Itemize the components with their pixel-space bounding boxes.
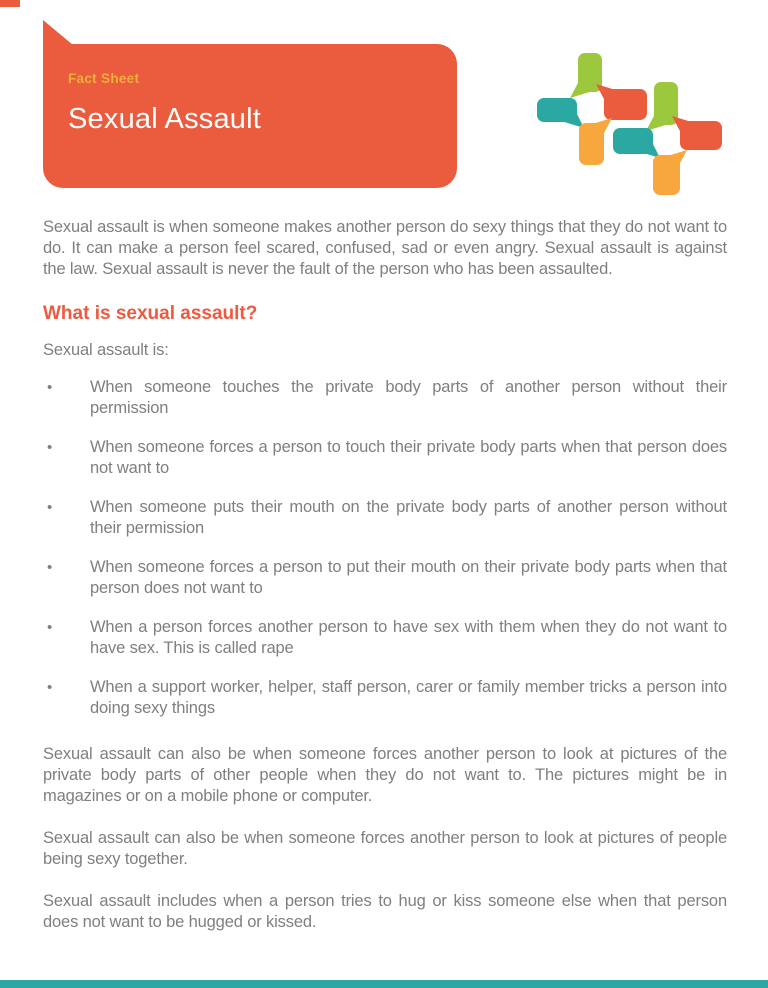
list-intro: Sexual assault is: xyxy=(43,341,169,359)
list-item xyxy=(43,497,727,539)
list-item xyxy=(43,677,727,719)
list-item-text: When a person forces another person to have sex with them when they do not want to have sex. This is called rape xyxy=(90,618,727,657)
page-corner-mark xyxy=(0,0,20,7)
logo-bubble-yellow-1 xyxy=(579,118,612,165)
document-body xyxy=(43,217,727,954)
list-item-text: When a support worker, helper, staff person, carer or family member tricks a person into doing sexy things xyxy=(90,678,727,717)
bullet-icon: • xyxy=(47,439,53,456)
bullet-icon: • xyxy=(47,679,53,696)
list-item xyxy=(43,437,727,479)
list-item-text: When someone forces a person to put their mouth on their private body parts when that person does not want to xyxy=(90,558,727,597)
speech-bubbles-logo xyxy=(528,48,728,198)
bullet-icon: • xyxy=(47,379,53,396)
page-title: Sexual Assault xyxy=(68,103,262,135)
body-paragraph: Sexual assault can also be when someone forces another person to look at pictures of people being sexy together. xyxy=(43,829,727,868)
bullet-icon: • xyxy=(47,619,53,636)
body-paragraph: Sexual assault includes when a person tries to hug or kiss someone else when that person does not want to be hugged or kissed. xyxy=(43,892,727,931)
section-heading: What is sexual assault? xyxy=(43,303,258,324)
intro-paragraph: Sexual assault is when someone makes another person do sexy things that they do not want to do. It can make a person feel scared, confused, sad or even angry. Sexual assault is against the law. Sexual assault is never the fault of the person who has been assaulted. xyxy=(43,218,727,278)
logo-bubble-teal-1 xyxy=(537,98,584,128)
logo-bubble-red-1 xyxy=(596,84,647,120)
logo-bubble-green-1 xyxy=(570,53,602,98)
logo-bubble-yellow-2 xyxy=(653,150,687,195)
list-item-text: When someone touches the private body parts of another person without their permission xyxy=(90,378,727,417)
list-item-text: When someone forces a person to touch their private body parts when that person does not want to xyxy=(90,438,727,477)
list-item xyxy=(43,377,727,419)
fact-bullet-list xyxy=(43,377,727,719)
list-item xyxy=(43,557,727,599)
header-speech-bubble xyxy=(43,44,457,188)
logo-bubble-teal-2 xyxy=(613,128,660,158)
fact-sheet-eyebrow: Fact Sheet xyxy=(68,71,140,86)
logo-bubble-green-2 xyxy=(646,82,678,131)
bullet-icon: • xyxy=(47,559,53,576)
body-paragraph: Sexual assault can also be when someone forces another person to look at pictures of the private body parts of other people when they do not want to. The pictures might be in magazines or on a mobile phone or computer. xyxy=(43,745,727,805)
bullet-icon: • xyxy=(47,499,53,516)
list-item-text: When someone puts their mouth on the private body parts of another person without their permission xyxy=(90,498,727,537)
list-item xyxy=(43,617,727,659)
footer-accent-bar xyxy=(0,980,768,988)
logo-bubble-red-2 xyxy=(672,116,722,150)
header-bubble-tail xyxy=(43,20,73,45)
